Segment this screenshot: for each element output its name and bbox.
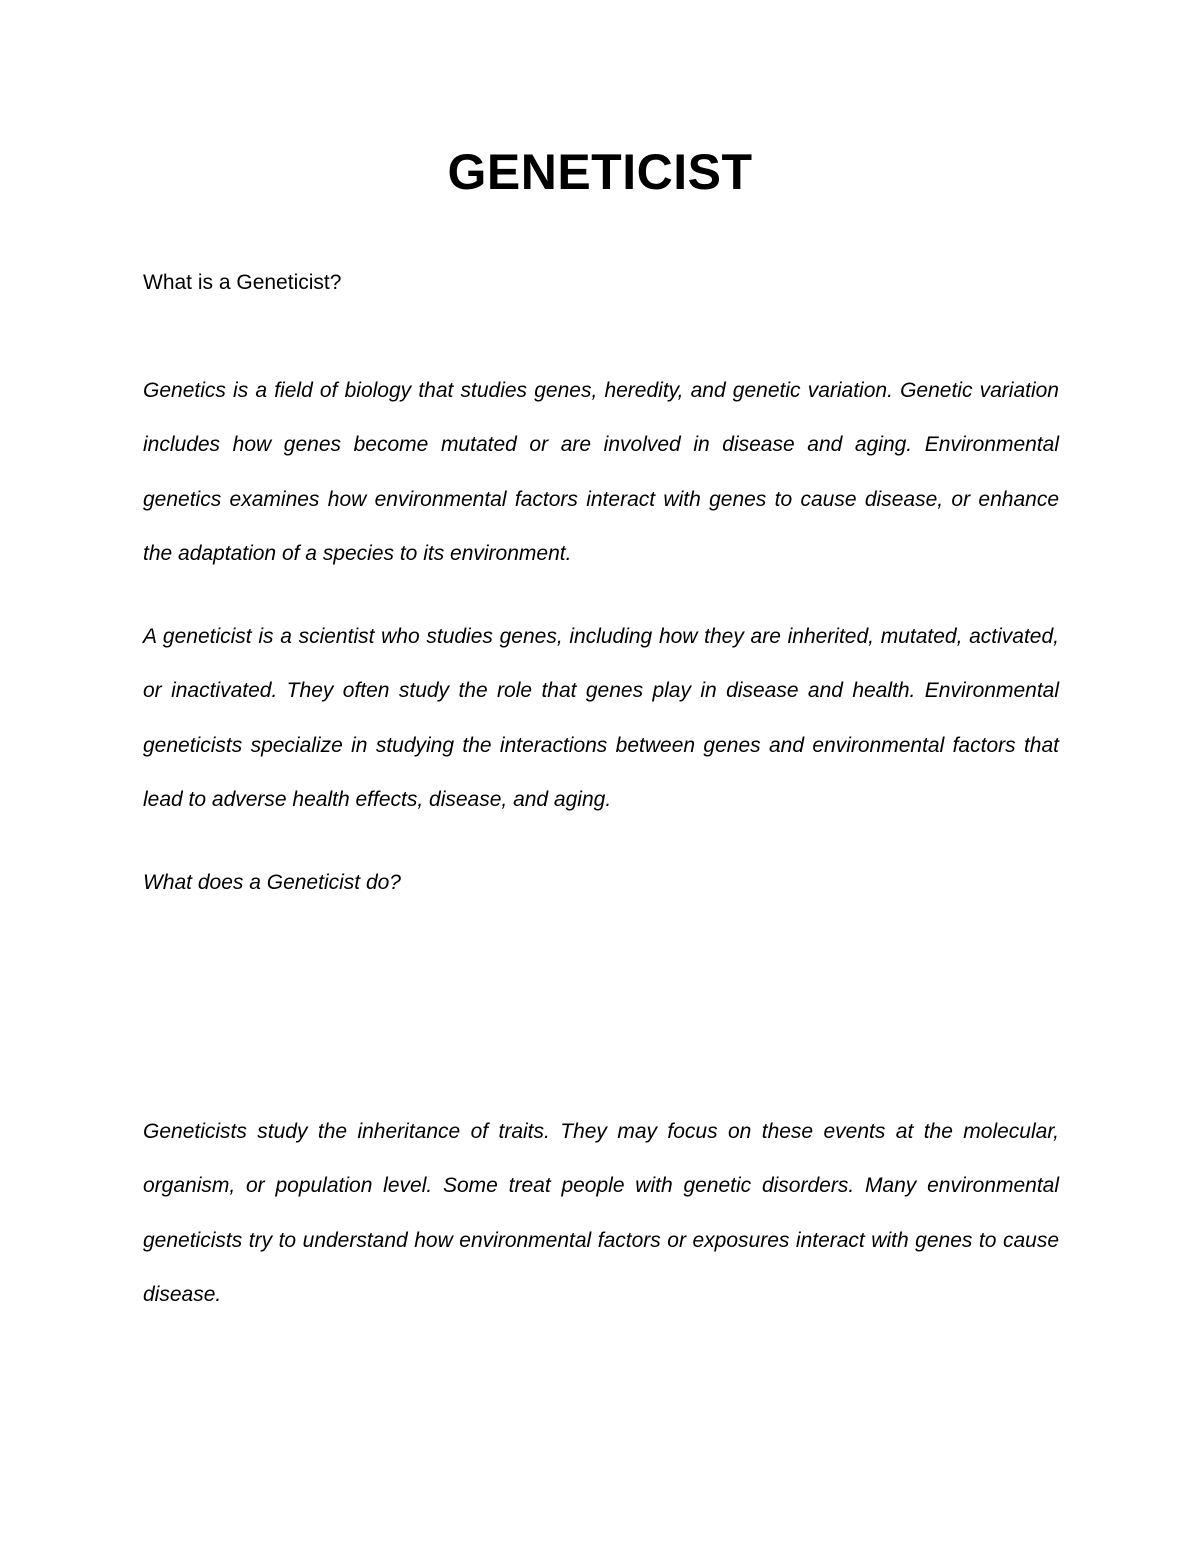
document-title: GENETICIST — [447, 144, 753, 200]
paragraph-geneticist-work: Geneticists study the inheritance of traits. They may focus on these events at the molecular, organism, or population level. Some treat people with genetic disorders. Many environmental geneticists try to understand how environmental factors or exposures interact with genes to cause disease. — [143, 1120, 1059, 1306]
paragraph-genetics-definition: Genetics is a field of biology that studies genes, heredity, and genetic variation. Genetic variation includes how genes become mutated or are involved in disease and aging. Environmental genetics examines how environmental factors interact with genes to cause disease, or enhance the adaptation of a species to its environment. — [143, 379, 1059, 565]
section-heading-what-is: What is a Geneticist? — [143, 271, 342, 294]
paragraph-geneticist-definition: A geneticist is a scientist who studies genes, including how they are inherited, mutated, activated, or inactivated. They often study the role that genes play in disease and health. Environmental geneticists specialize in studying the interactions between genes and environmental factors that lead to adverse health effects, disease, and aging. — [143, 625, 1059, 811]
section-heading-what-does: What does a Geneticist do? — [143, 871, 401, 894]
